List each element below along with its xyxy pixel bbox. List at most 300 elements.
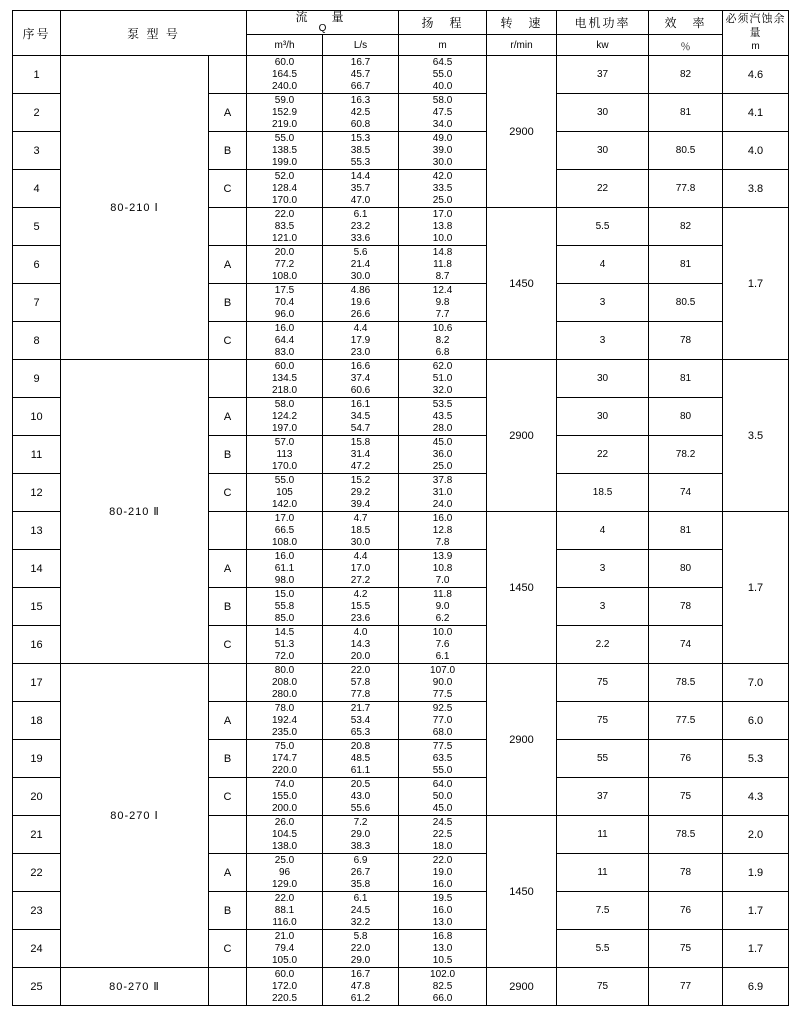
cell-flow-m3h-value: 199.0 xyxy=(272,156,298,168)
cell-npsh: 3.8 xyxy=(723,170,789,208)
cell-model: 80-210 Ⅰ xyxy=(61,56,209,360)
cell-head-value: 7.8 xyxy=(435,536,450,548)
cell-flow-ls-value: 38.3 xyxy=(350,840,371,852)
cell-power: 4 xyxy=(557,512,649,550)
cell-flow-ls-value: 43.0 xyxy=(350,791,371,802)
cell-head-value: 9.8 xyxy=(435,297,450,308)
cell-npsh: 4.6 xyxy=(723,56,789,94)
cell-flow-m3h-value: 85.0 xyxy=(274,612,295,624)
cell-flow-ls xyxy=(323,740,399,778)
cell-flow-m3h-value: 164.5 xyxy=(272,69,298,80)
cell-flow-m3h xyxy=(247,550,323,588)
cell-npsh: 1.9 xyxy=(723,854,789,892)
cell-flow-m3h xyxy=(247,968,323,1006)
cell-flow-ls xyxy=(323,170,399,208)
cell-flow-m3h-value: 116.0 xyxy=(272,916,297,928)
cell-head-value: 10.5 xyxy=(432,954,453,966)
cell-head-value: 11.8 xyxy=(433,259,452,270)
cell-flow-m3h-value: 21.0 xyxy=(274,931,295,943)
cell-power: 4 xyxy=(557,246,649,284)
cell-flow-m3h-value: 22.0 xyxy=(274,893,295,905)
cell-flow-ls-value: 14.3 xyxy=(350,639,371,650)
cell-flow-m3h xyxy=(247,512,323,550)
cell-flow-m3h-value: 108.0 xyxy=(272,270,298,282)
cell-flow-ls-value: 39.4 xyxy=(350,498,371,510)
cell-flow-ls-value: 37.4 xyxy=(350,373,371,384)
cell-flow-ls-value: 6.1 xyxy=(353,893,368,905)
cell-flow-ls-value: 19.6 xyxy=(350,297,371,308)
cell-flow-ls xyxy=(323,436,399,474)
cell-flow-m3h-value: 105 xyxy=(276,487,293,498)
cell-head xyxy=(399,360,487,398)
cell-flow-m3h xyxy=(247,56,323,94)
cell-head-value: 7.6 xyxy=(435,639,450,650)
cell-variant: A xyxy=(209,550,247,588)
cell-efficiency: 81 xyxy=(649,94,723,132)
cell-head-value: 7.7 xyxy=(435,308,450,320)
cell-npsh: 6.9 xyxy=(723,968,789,1006)
cell-flow-m3h-value: 219.0 xyxy=(272,118,298,130)
cell-head xyxy=(399,626,487,664)
cell-flow-m3h-value: 20.0 xyxy=(274,247,295,259)
cell-head-value: 10.0 xyxy=(432,232,453,244)
cell-index: 19 xyxy=(13,740,61,778)
cell-flow-m3h-value: 55.8 xyxy=(274,601,295,612)
cell-variant: B xyxy=(209,284,247,322)
cell-variant: C xyxy=(209,930,247,968)
cell-flow-ls-value: 54.7 xyxy=(350,422,371,434)
cell-head xyxy=(399,892,487,930)
cell-power: 3 xyxy=(557,322,649,360)
cell-index: 2 xyxy=(13,94,61,132)
cell-head-value: 51.0 xyxy=(432,373,453,384)
cell-flow-ls-value: 29.0 xyxy=(350,829,371,840)
cell-flow-m3h xyxy=(247,664,323,702)
cell-head-value: 33.5 xyxy=(432,183,453,194)
cell-flow-ls-value: 31.4 xyxy=(350,449,371,460)
cell-flow-m3h-value: 138.5 xyxy=(272,145,298,156)
table-row xyxy=(13,360,789,398)
cell-efficiency: 80 xyxy=(649,550,723,588)
cell-flow-ls xyxy=(323,208,399,246)
cell-flow-m3h-value: 129.0 xyxy=(272,878,298,890)
cell-efficiency: 76 xyxy=(649,740,723,778)
cell-head-value: 102.0 xyxy=(430,969,456,981)
cell-index: 4 xyxy=(13,170,61,208)
cell-variant: A xyxy=(209,854,247,892)
cell-index: 25 xyxy=(13,968,61,1006)
cell-head-value: 19.0 xyxy=(432,867,453,878)
cell-efficiency: 82 xyxy=(649,56,723,94)
cell-variant: B xyxy=(209,588,247,626)
cell-flow-m3h xyxy=(247,702,323,740)
cell-flow-m3h-value: 172.0 xyxy=(272,981,298,992)
cell-flow-ls xyxy=(323,816,399,854)
cell-flow-m3h xyxy=(247,588,323,626)
header-speed: 转 速 xyxy=(487,11,557,35)
cell-index: 3 xyxy=(13,132,61,170)
cell-flow-m3h-value: 134.5 xyxy=(272,373,298,384)
cell-flow-ls-value: 4.7 xyxy=(353,513,368,525)
cell-power: 2.2 xyxy=(557,626,649,664)
cell-flow-m3h-value: 16.0 xyxy=(274,551,295,563)
cell-flow-ls-value: 21.7 xyxy=(350,703,371,715)
cell-npsh: 6.0 xyxy=(723,702,789,740)
cell-variant: C xyxy=(209,778,247,816)
cell-flow-ls xyxy=(323,132,399,170)
header-efficiency-unit: ％ xyxy=(649,35,723,56)
cell-flow-m3h-value: 220.5 xyxy=(272,992,298,1004)
cell-flow-m3h-value: 197.0 xyxy=(272,422,298,434)
cell-flow-ls-value: 55.6 xyxy=(350,802,371,814)
cell-head-value: 13.9 xyxy=(432,551,453,563)
cell-variant xyxy=(209,664,247,702)
cell-head-value: 22.0 xyxy=(432,855,453,867)
cell-power: 55 xyxy=(557,740,649,778)
cell-head-value: 6.1 xyxy=(435,650,450,662)
cell-flow-ls-value: 4.0 xyxy=(353,627,368,639)
cell-variant: B xyxy=(209,132,247,170)
header-model: 泵 型 号 xyxy=(61,11,247,56)
cell-index: 23 xyxy=(13,892,61,930)
cell-speed: 2900 xyxy=(487,360,557,512)
cell-flow-ls-value: 15.3 xyxy=(350,133,371,145)
cell-head-value: 10.0 xyxy=(432,627,453,639)
header-flow-unit-m3h: m³/h xyxy=(247,35,323,56)
cell-flow-m3h-value: 75.0 xyxy=(274,741,295,753)
cell-flow-ls-value: 48.5 xyxy=(350,753,371,764)
cell-flow-m3h-value: 83.5 xyxy=(274,221,295,232)
cell-head-value: 107.0 xyxy=(430,665,456,677)
cell-flow-ls-value: 23.2 xyxy=(350,221,371,232)
header-head-unit: m xyxy=(399,35,487,56)
cell-head-value: 25.0 xyxy=(432,460,453,472)
cell-variant xyxy=(209,816,247,854)
cell-head xyxy=(399,132,487,170)
cell-flow-ls xyxy=(323,56,399,94)
cell-flow-ls-value: 17.0 xyxy=(350,563,371,574)
cell-flow-m3h xyxy=(247,360,323,398)
cell-flow-m3h-value: 51.3 xyxy=(274,639,295,650)
cell-variant xyxy=(209,208,247,246)
cell-head-value: 47.5 xyxy=(432,107,453,118)
cell-flow-m3h xyxy=(247,322,323,360)
cell-efficiency: 78.2 xyxy=(649,436,723,474)
table-row xyxy=(13,56,789,94)
cell-head xyxy=(399,664,487,702)
cell-head xyxy=(399,702,487,740)
cell-index: 5 xyxy=(13,208,61,246)
cell-flow-m3h xyxy=(247,398,323,436)
cell-npsh: 7.0 xyxy=(723,664,789,702)
header-flow xyxy=(247,11,399,35)
cell-flow-ls-value: 45.7 xyxy=(350,69,371,80)
cell-power: 5.5 xyxy=(557,930,649,968)
cell-flow-m3h xyxy=(247,854,323,892)
cell-index: 13 xyxy=(13,512,61,550)
cell-flow-m3h-value: 60.0 xyxy=(274,361,295,373)
cell-flow-m3h-value: 96 xyxy=(278,867,291,878)
cell-efficiency: 76 xyxy=(649,892,723,930)
cell-variant: C xyxy=(209,626,247,664)
cell-head-value: 34.0 xyxy=(432,118,453,130)
cell-power: 18.5 xyxy=(557,474,649,512)
cell-flow-m3h xyxy=(247,436,323,474)
cell-head xyxy=(399,436,487,474)
cell-flow-m3h xyxy=(247,284,323,322)
cell-head-value: 13.0 xyxy=(432,916,453,928)
cell-head-value: 19.5 xyxy=(432,893,453,905)
cell-index: 6 xyxy=(13,246,61,284)
cell-index: 17 xyxy=(13,664,61,702)
cell-npsh: 4.1 xyxy=(723,94,789,132)
cell-head-value: 30.0 xyxy=(432,156,453,168)
table-row xyxy=(13,968,789,1006)
cell-flow-ls-value: 16.1 xyxy=(350,399,371,411)
cell-flow-ls xyxy=(323,702,399,740)
cell-flow-ls-value: 6.9 xyxy=(353,855,368,867)
cell-power: 22 xyxy=(557,170,649,208)
cell-flow-ls-value: 22.0 xyxy=(350,665,371,677)
cell-head-value: 16.8 xyxy=(432,931,453,943)
cell-flow-ls xyxy=(323,854,399,892)
cell-flow-m3h-value: 79.4 xyxy=(274,943,295,954)
cell-head-value: 90.0 xyxy=(432,677,453,688)
cell-flow-ls-value: 15.5 xyxy=(350,601,371,612)
cell-head-value: 12.4 xyxy=(432,285,453,297)
header-flow-label: 流 量 xyxy=(295,10,350,24)
cell-flow-ls xyxy=(323,550,399,588)
cell-flow-ls xyxy=(323,246,399,284)
cell-variant: A xyxy=(209,94,247,132)
cell-head-value: 64.0 xyxy=(432,779,453,791)
cell-flow-ls-value: 23.0 xyxy=(350,346,371,358)
cell-flow-m3h-value: 280.0 xyxy=(272,688,298,700)
cell-flow-m3h-value: 26.0 xyxy=(274,817,295,829)
cell-variant: A xyxy=(209,398,247,436)
cell-flow-ls-value: 77.8 xyxy=(350,688,371,700)
cell-flow-m3h-value: 121.0 xyxy=(272,232,298,244)
cell-power: 3 xyxy=(557,588,649,626)
cell-head xyxy=(399,246,487,284)
cell-flow-m3h-value: 200.0 xyxy=(272,802,298,814)
table-body xyxy=(13,56,789,1006)
cell-head-value: 50.0 xyxy=(432,791,453,802)
cell-npsh: 3.5 xyxy=(723,360,789,512)
cell-power: 37 xyxy=(557,778,649,816)
cell-flow-m3h-value: 170.0 xyxy=(272,194,298,206)
cell-npsh: 4.3 xyxy=(723,778,789,816)
cell-flow-ls xyxy=(323,892,399,930)
cell-power: 22 xyxy=(557,436,649,474)
cell-head xyxy=(399,474,487,512)
cell-flow-ls-value: 61.1 xyxy=(350,764,371,776)
cell-flow-ls-value: 47.2 xyxy=(350,460,371,472)
cell-flow-ls xyxy=(323,968,399,1006)
cell-flow-m3h-value: 235.0 xyxy=(272,726,298,738)
cell-power: 37 xyxy=(557,56,649,94)
cell-head-value: 22.5 xyxy=(432,829,453,840)
cell-efficiency: 75 xyxy=(649,930,723,968)
cell-variant: A xyxy=(209,246,247,284)
cell-flow-ls-value: 42.5 xyxy=(350,107,371,118)
cell-flow-ls xyxy=(323,778,399,816)
cell-variant xyxy=(209,360,247,398)
header-power-unit: kw xyxy=(557,35,649,56)
header-npsh-label: 必须汽蚀余量 xyxy=(725,13,786,39)
cell-flow-ls-value: 66.7 xyxy=(350,80,371,92)
cell-head-value: 64.5 xyxy=(432,57,453,69)
cell-head xyxy=(399,854,487,892)
cell-head-value: 45.0 xyxy=(432,802,453,814)
cell-flow-ls-value: 55.3 xyxy=(350,156,371,168)
cell-speed: 1450 xyxy=(487,816,557,968)
cell-efficiency: 81 xyxy=(649,360,723,398)
cell-flow-ls xyxy=(323,284,399,322)
cell-flow-m3h-value: 240.0 xyxy=(272,80,298,92)
cell-head xyxy=(399,588,487,626)
cell-efficiency: 77.8 xyxy=(649,170,723,208)
cell-flow-m3h-value: 104.5 xyxy=(272,829,298,840)
cell-flow-m3h-value: 83.0 xyxy=(274,346,295,358)
cell-head-value: 25.0 xyxy=(432,194,453,206)
cell-efficiency: 80.5 xyxy=(649,132,723,170)
header-head: 扬 程 xyxy=(399,11,487,35)
cell-head-value: 16.0 xyxy=(432,905,453,916)
cell-flow-ls-value: 60.8 xyxy=(350,118,371,130)
cell-efficiency: 77.5 xyxy=(649,702,723,740)
cell-flow-m3h-value: 72.0 xyxy=(274,650,295,662)
cell-head-value: 40.0 xyxy=(432,80,453,92)
cell-flow-m3h xyxy=(247,132,323,170)
cell-flow-ls-value: 60.6 xyxy=(350,384,371,396)
cell-index: 20 xyxy=(13,778,61,816)
cell-flow-m3h-value: 88.1 xyxy=(274,905,295,916)
cell-flow-m3h-value: 138.0 xyxy=(272,840,298,852)
cell-flow-m3h-value: 98.0 xyxy=(274,574,295,586)
header-npsh xyxy=(723,11,789,56)
cell-flow-m3h-value: 17.0 xyxy=(274,513,295,525)
cell-flow-m3h-value: 17.5 xyxy=(274,285,295,297)
cell-head xyxy=(399,778,487,816)
cell-head-value: 17.0 xyxy=(432,209,453,221)
cell-flow-ls xyxy=(323,930,399,968)
cell-flow-ls-value: 34.5 xyxy=(350,411,371,422)
cell-head-value: 12.8 xyxy=(432,525,453,536)
cell-flow-ls-value: 4.4 xyxy=(353,323,368,335)
cell-flow-m3h xyxy=(247,778,323,816)
cell-flow-ls-value: 57.8 xyxy=(350,677,371,688)
cell-index: 22 xyxy=(13,854,61,892)
cell-head-value: 7.0 xyxy=(435,574,450,586)
cell-flow-ls-value: 47.8 xyxy=(350,981,371,992)
cell-flow-m3h-value: 64.4 xyxy=(274,335,295,346)
header-efficiency: 效 率 xyxy=(649,11,723,35)
cell-head-value: 42.0 xyxy=(432,171,453,183)
cell-head-value: 55.0 xyxy=(432,69,453,80)
cell-flow-m3h-value: 70.4 xyxy=(274,297,295,308)
cell-flow-ls-value: 20.5 xyxy=(350,779,371,791)
cell-flow-ls-value: 15.8 xyxy=(350,437,371,449)
cell-flow-m3h xyxy=(247,246,323,284)
cell-head-value: 6.8 xyxy=(435,346,450,358)
cell-flow-ls-value: 15.2 xyxy=(350,475,371,487)
header-npsh-unit: m xyxy=(751,40,760,52)
cell-flow-ls-value: 33.6 xyxy=(350,232,371,244)
cell-flow-m3h-value: 124.2 xyxy=(272,411,298,422)
cell-variant: C xyxy=(209,474,247,512)
cell-efficiency: 78.5 xyxy=(649,664,723,702)
cell-index: 15 xyxy=(13,588,61,626)
cell-flow-m3h-value: 220.0 xyxy=(272,764,298,776)
cell-head-value: 36.0 xyxy=(432,449,453,460)
cell-flow-m3h xyxy=(247,892,323,930)
cell-flow-ls-value: 61.2 xyxy=(350,992,371,1004)
cell-head-value: 13.8 xyxy=(432,221,453,232)
cell-power: 30 xyxy=(557,94,649,132)
cell-flow-m3h-value: 128.4 xyxy=(272,183,298,194)
cell-flow-m3h-value: 60.0 xyxy=(274,57,295,69)
cell-efficiency: 78 xyxy=(649,854,723,892)
cell-npsh: 1.7 xyxy=(723,892,789,930)
cell-head-value: 77.5 xyxy=(432,688,453,700)
cell-speed: 2900 xyxy=(487,968,557,1006)
cell-speed: 2900 xyxy=(487,664,557,816)
cell-head-value: 24.0 xyxy=(432,498,453,510)
cell-npsh: 1.7 xyxy=(723,512,789,664)
cell-flow-ls-value: 27.2 xyxy=(350,574,371,586)
cell-head-value: 28.0 xyxy=(432,422,453,434)
cell-flow-m3h-value: 152.9 xyxy=(272,107,298,118)
cell-power: 11 xyxy=(557,854,649,892)
table-row xyxy=(13,664,789,702)
cell-head-value: 10.8 xyxy=(432,563,453,574)
cell-flow-m3h xyxy=(247,170,323,208)
cell-head-value: 10.6 xyxy=(432,323,453,335)
cell-variant xyxy=(209,512,247,550)
cell-flow-m3h-value: 16.0 xyxy=(274,323,295,335)
cell-flow-ls-value: 16.6 xyxy=(350,361,371,373)
cell-head-value: 18.0 xyxy=(432,840,453,852)
cell-flow-m3h-value: 77.2 xyxy=(274,259,295,270)
cell-flow-m3h-value: 52.0 xyxy=(274,171,295,183)
cell-flow-ls-value: 35.7 xyxy=(350,183,371,194)
cell-npsh: 1.7 xyxy=(723,208,789,360)
cell-flow-ls-value: 26.6 xyxy=(350,308,371,320)
cell-index: 24 xyxy=(13,930,61,968)
cell-power: 75 xyxy=(557,968,649,1006)
cell-npsh: 1.7 xyxy=(723,930,789,968)
table-header xyxy=(13,11,789,56)
cell-efficiency: 81 xyxy=(649,246,723,284)
cell-flow-ls-value: 5.8 xyxy=(353,931,368,943)
cell-variant: B xyxy=(209,892,247,930)
cell-head-value: 43.5 xyxy=(432,411,453,422)
cell-head-value: 6.2 xyxy=(435,612,450,624)
cell-efficiency: 80 xyxy=(649,398,723,436)
header-speed-unit: r/min xyxy=(487,35,557,56)
cell-head xyxy=(399,512,487,550)
cell-head-value: 16.0 xyxy=(432,513,453,525)
cell-head-value: 8.7 xyxy=(435,270,450,282)
cell-flow-m3h-value: 66.5 xyxy=(274,525,295,536)
cell-index: 18 xyxy=(13,702,61,740)
cell-variant: A xyxy=(209,702,247,740)
header-flow-unit-ls: L/s xyxy=(323,35,399,56)
cell-head xyxy=(399,550,487,588)
cell-index: 11 xyxy=(13,436,61,474)
cell-flow-ls xyxy=(323,588,399,626)
